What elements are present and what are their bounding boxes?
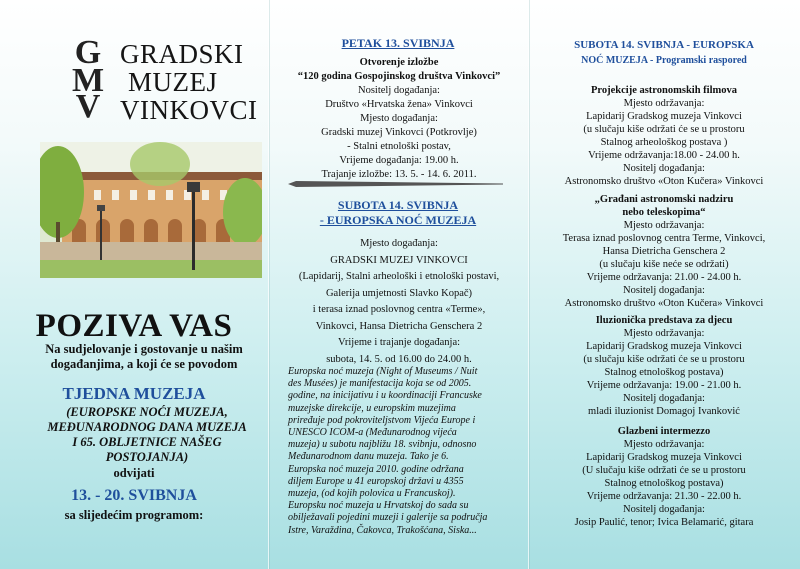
essay-paragraph (288, 366, 520, 537)
essay-line: Međunarodnom danu muzeja. Tako je 6. (288, 451, 449, 463)
essay-line: obilježavali pojedini muzeji i galerije sa područja (288, 512, 488, 524)
cover-panel (0, 0, 268, 569)
essay-line: Europsku noć muzeja u Hrvatskoj do sada su (288, 500, 469, 512)
poziva-heading: POZIVA VAS (35, 308, 233, 344)
schedule-line: Mjesto održavanja: (623, 98, 705, 109)
schedule-heading-line: SUBOTA 14. SVIBNJA - EUROPSKA (574, 39, 754, 51)
schedule-line: Nositelj događanja: (623, 504, 705, 515)
schedule-line: Lapidarij Gradskog muzeja Vinkovci (586, 111, 742, 122)
event-title: TJEDNA MUZEJA (62, 384, 206, 403)
day2-heading-line: SUBOTA 14. SVIBNJA (337, 198, 459, 212)
svg-text:V: V (75, 88, 101, 119)
schedule-item-title: Iluzionička predstava za djecu (595, 315, 733, 326)
schedule-item (532, 425, 796, 529)
schedule-line: Stalnog arheološkog postava ) (600, 137, 728, 148)
detail-line: Nositelj događanja: (358, 85, 440, 96)
detail-line: Trajanje izložbe: 13. 5. - 14. 6. 2011. (321, 169, 477, 180)
detail-line: Vrijeme događanja: 19.00 h. (339, 155, 459, 166)
detail-line: “120 godina Gospojinskog društva Vinkovci” (297, 71, 501, 82)
schedule-line: Astronomsko društvo «Oton Kučera» Vinkovci (564, 176, 764, 187)
invite-line: Na sudjelovanje i gostovanje u našim (45, 342, 243, 356)
schedule-item-title: Glazbeni intermezzo (617, 426, 711, 437)
schedule-line: Lapidarij Gradskog muzeja Vinkovci (586, 341, 742, 352)
detail-line: Mjesto događanja: (360, 113, 438, 124)
detail-line: Gradski muzej Vinkovci (Potkrovlje) (321, 127, 477, 138)
day2-heading-line: - EUROPSKA NOĆ MUZEJA (319, 213, 477, 227)
schedule-line: Vrijeme održavanja: 21.00 - 24.00 h. (586, 272, 742, 283)
museum-name-line: VINKOVCI (120, 95, 258, 125)
detail-line: GRADSKI MUZEJ VINKOVCI (330, 254, 468, 266)
odvijati-text: odvijati (113, 466, 155, 480)
schedule-item-title: nebo teleskopima“ (622, 207, 706, 218)
schedule-line: Nositelj događanja: (623, 163, 705, 174)
schedule-line: Vrijeme održavanja:18.00 - 24.00 h. (588, 150, 740, 161)
schedule-line: (u slučaju kiše održati će se u prostoru (583, 354, 745, 365)
detail-line: i terasa iznad poslovnog centra «Terme», (312, 304, 486, 315)
detail-line: (Lapidarij, Stalni arheološki i etnološki postavi, (298, 271, 500, 282)
event-subtitle (42, 405, 252, 465)
schedule-item (532, 193, 796, 310)
schedule-line: Hansa Dietricha Genschera 2 (602, 246, 726, 257)
schedule-line: Mjesto održavanja: (623, 220, 705, 231)
schedule-line: Josip Paulić, tenor; Ivica Belamarić, gitara (574, 517, 754, 528)
detail-line: Otvorenje izložbe (359, 57, 439, 68)
invite-text (34, 342, 254, 372)
day1-heading: PETAK 13. SVIBNJA (341, 36, 455, 50)
detail-line: Društvo «Hrvatska žena» Vinkovci (325, 99, 473, 110)
schedule-item (532, 314, 796, 418)
schedule-line: mladi iluzionist Domagoj Ivanković (588, 406, 740, 417)
svg-text:G: G (74, 34, 102, 71)
day1-details (276, 56, 522, 182)
schedule-item-title: „Građani astronomski nadziru (594, 194, 734, 205)
schedule-line: Nositelj događanja: (623, 285, 705, 296)
detail-line: Vrijeme i trajanje događanja: (337, 337, 461, 348)
essay-line: diljem Europe u 41 europskoj državi u 4355 (288, 475, 464, 487)
museum-name (120, 40, 257, 124)
detail-line: Vinkovci, Hansa Dietricha Genschera 2 (315, 320, 483, 332)
essay-line: muzejske direkcije, u europskim muzejima (288, 402, 456, 414)
schedule-line: Nositelj događanja: (623, 393, 705, 404)
schedule-line: (u slučaju kiše neće se održati) (599, 259, 729, 270)
subtitle-line: I 65. OBLJETNICE NAŠEG (72, 435, 222, 449)
schedule-line: Terasa iznad poslovnog centra Terme, Vinkovci, (562, 233, 766, 244)
essay-line: des Musées) je manifestacija koja se od 2005. (288, 378, 472, 390)
invite-line: događanjima, a koji će se povodom (50, 357, 238, 371)
detail-line: Mjesto događanja: (360, 238, 438, 249)
svg-text:M: M (71, 62, 105, 99)
essay-line: muzeja) u subotu najbližu 18. svibnju, odnosno (288, 439, 477, 451)
schedule-line: Stalnog etnološkog postava) (604, 478, 724, 489)
essay-line: UNESCO ICOM-a (Međunarodnog vijeća (288, 427, 457, 439)
essay-line: muzeja, (od kojih polovica u Francuskoj). (288, 488, 456, 500)
museum-name-line: GRADSKI (120, 39, 244, 69)
schedule-line: (u slučaju kiše održati će se u prostoru (583, 124, 745, 135)
subtitle-line: MEĐUNARODNOG DANA MUZEJA (47, 420, 247, 434)
schedule-line: Mjesto održavanja: (623, 439, 705, 450)
divider-arrow-icon (288, 181, 503, 187)
schedule-line: Lapidarij Gradskog muzeja Vinkovci (586, 452, 742, 463)
detail-line: - Stalni etnološki postav, (347, 141, 451, 152)
schedule-heading-line: NOĆ MUZEJA - Programski raspored (581, 55, 747, 66)
museum-name-line: MUZEJ (128, 67, 218, 97)
program-intro: sa slijedećim programom: (64, 508, 204, 522)
schedule-item-title: Projekcije astronomskih filmova (590, 85, 737, 96)
middle-panel (268, 0, 528, 569)
day2-heading (268, 198, 528, 228)
essay-line: godine, na inicijativu i u koordinaciji Francuske (288, 390, 482, 402)
museum-building-photo (40, 142, 262, 278)
subtitle-line: (EUROPSKE NOĆI MUZEJA, (66, 405, 228, 419)
schedule-heading (528, 38, 800, 68)
schedule-line: Astronomsko društvo «Oton Kučera» Vinkovci (564, 298, 764, 309)
schedule-panel (528, 0, 800, 569)
schedule-line: Stalnog etnološkog postava) (604, 367, 724, 378)
schedule-line: Vrijeme održavanja: 19.00 - 21.00 h. (586, 380, 742, 391)
subtitle-line: POSTOJANJA) (105, 450, 189, 464)
detail-line: subota, 14. 5. od 16.00 do 24.00 h. (326, 353, 472, 365)
essay-line: priređuje pod pokroviteljstvom Vijeća Europe i (288, 414, 476, 426)
schedule-line: Vrijeme održavanja: 21.30 - 22.00 h. (586, 491, 742, 502)
schedule-line: Mjesto održavanja: (623, 328, 705, 339)
day2-details (276, 236, 522, 368)
museum-logo-icon (66, 33, 110, 119)
schedule-item (532, 84, 796, 188)
essay-line: Europska noć muzeja (Night of Museums / Nuit (288, 366, 478, 377)
essay-line: Istre, Varaždina, Čakovca, Trakošćana, Siska... (288, 524, 477, 536)
essay-line: Europska noć muzeja 2010. godine održana (288, 463, 464, 475)
event-dates: 13. - 20. SVIBNJA (71, 487, 197, 504)
schedule-line: (U slučaju kiše održati će se u prostoru (582, 465, 746, 476)
detail-line: Galerija umjetnosti Slavko Kopač) (325, 287, 473, 299)
